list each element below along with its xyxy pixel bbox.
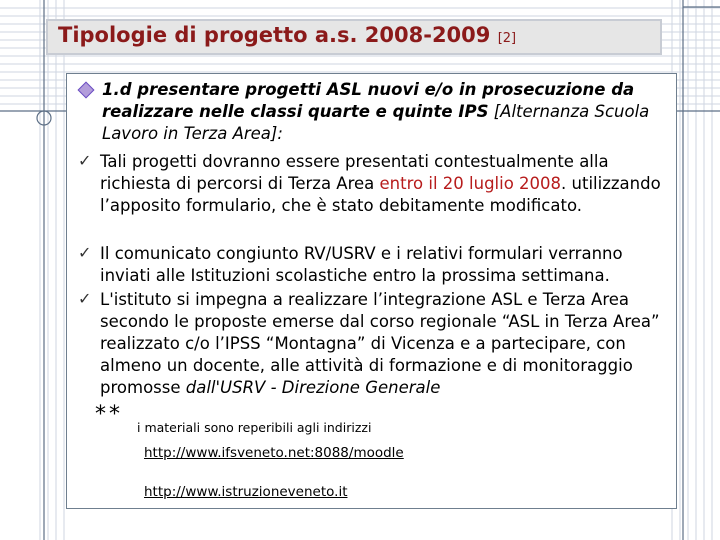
lead-paragraph [102,79,662,145]
list-item-2 [100,243,675,287]
checkmark-icon: ✓ [78,151,92,170]
lead-italic-text: [Alternanza Scuola Lavoro in Terza Area]: [102,102,650,143]
item-3-text: L'istituto si impegna a realizzare l’integrazione ASL e Terza Area secondo le proposte emerse dal corso regionale “ASL in Terza Area” realizzato c/o l’IPSS “Montagna” di Vicenza e a partecipare, con almeno un docente, alle attività di formazione e di monitoraggio promosse [100,290,660,397]
page-title-main: Tipologie di progetto a.s. 2008-2009 [58,23,491,47]
link-ifsveneto[interactable]: http://www.ifsveneto.net:8088/moodle [144,445,404,461]
note-text: i materiali sono reperibili agli indirizzi [137,420,372,435]
item-2-text: Il comunicato congiunto RV/USRV e i relativi formulari verranno inviati alle Istituzioni scolastiche entro la prossima settimana. [100,244,623,285]
item-1-text-end: . utilizzando l’apposito formulario, che è stato debitamente modificato. [100,174,661,215]
content-box [66,73,677,509]
title-box [46,19,662,55]
item-1-deadline: entro il 20 luglio 2008 [379,174,562,193]
checkmark-icon: ✓ [78,243,92,262]
item-3-italic: dall'USRV - Direzione Generale [185,378,441,397]
note-stars: ** [95,402,123,427]
page-title-sub: [2] [497,31,517,46]
list-item-1 [100,151,675,217]
list-item-3 [100,289,675,399]
lead-bold-text: 1.d presentare progetti ASL nuovi e/o in prosecuzione da realizzare nelle classi quarte e quinte IPS [102,80,635,121]
page-title [58,23,516,47]
checkmark-icon: ✓ [78,289,92,308]
diamond-icon [78,82,95,99]
item-1-text: Tali progetti dovranno essere presentati contestualmente alla richiesta di percorsi di Terza Area [100,152,609,193]
link-istruzioneveneto[interactable]: http://www.istruzioneveneto.it [144,484,348,500]
